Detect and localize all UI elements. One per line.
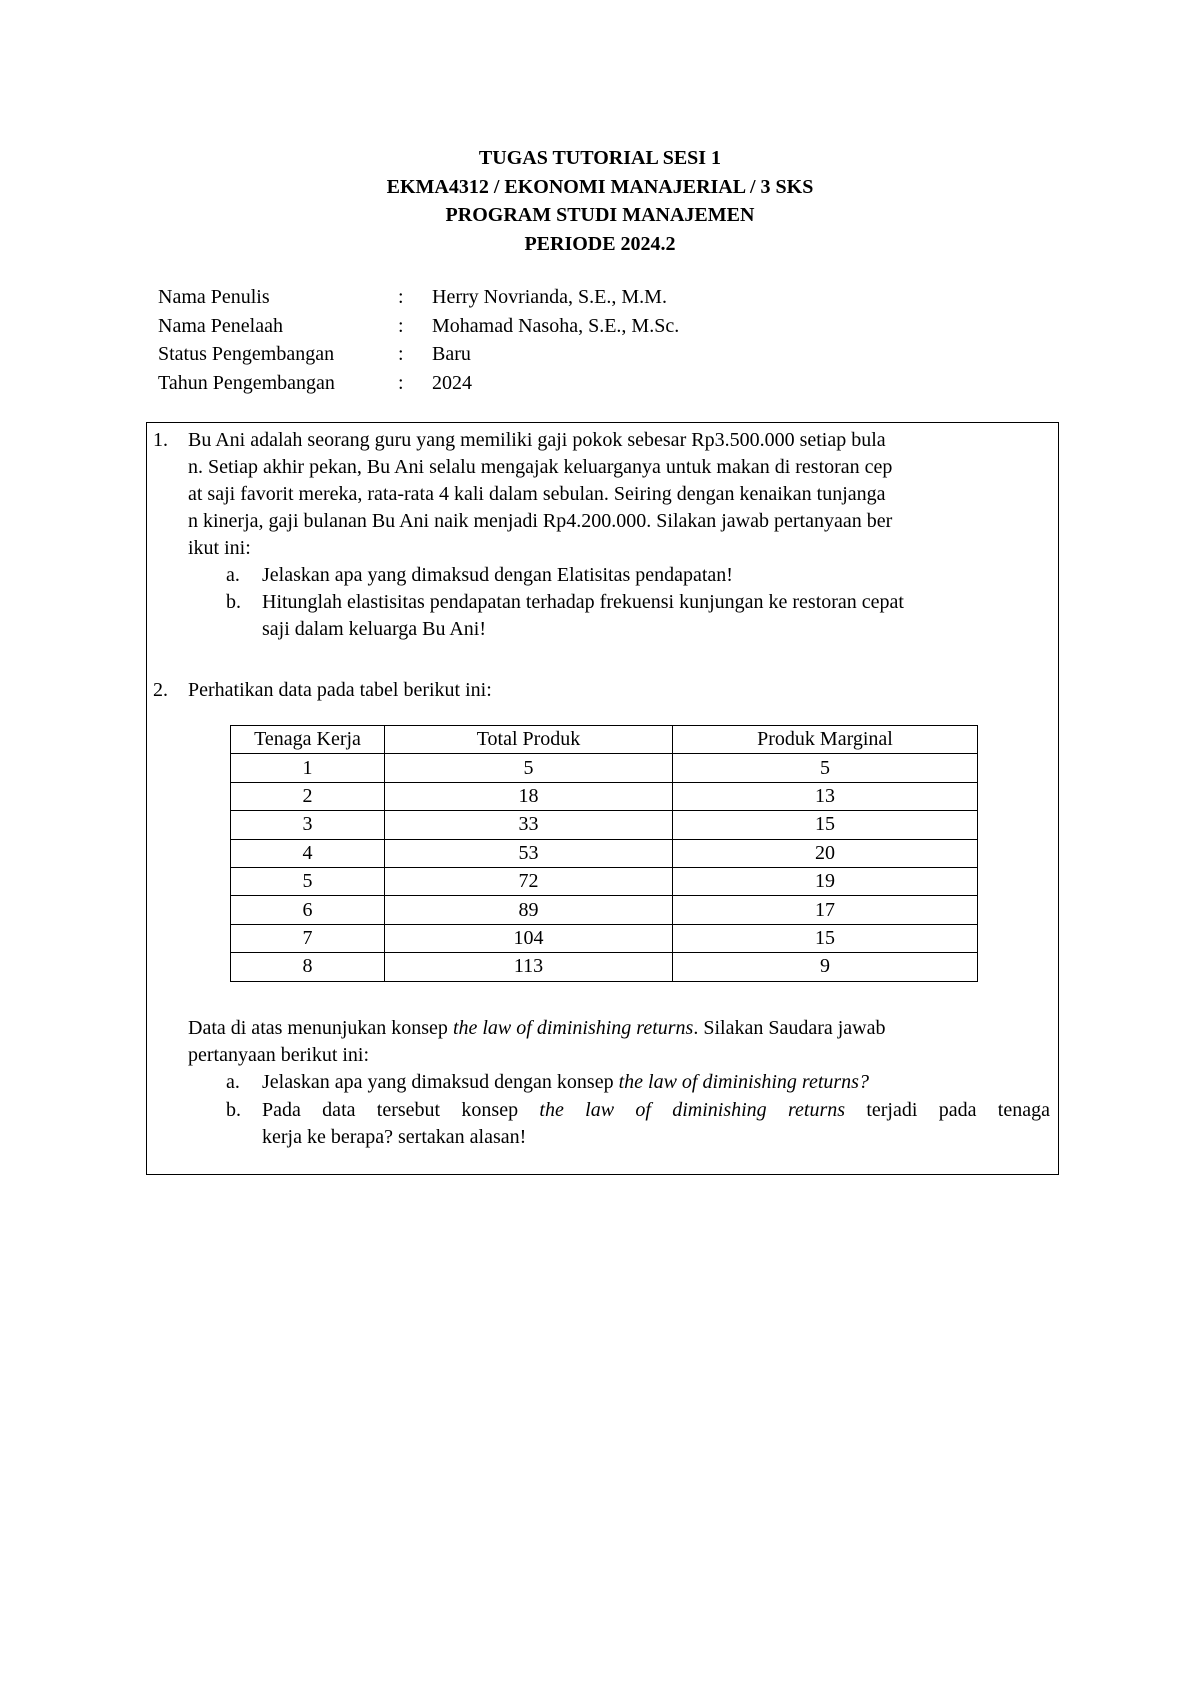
meta-colon: :: [398, 371, 404, 394]
meta-value: Herry Novrianda, S.E., M.M.: [432, 286, 667, 308]
meta-label: Tahun Pengembangan: [158, 371, 335, 394]
question-2b-label: b.: [226, 1099, 241, 1121]
meta-info: [158, 283, 679, 397]
question-2-paragraph-line2: pertanyaan berikut ini:: [188, 1044, 370, 1066]
document-header: [0, 144, 1200, 258]
question-1b-label: b.: [226, 591, 241, 613]
question-2b-text: [262, 1097, 1050, 1151]
table-row: [231, 896, 978, 924]
question-2b-pre: Pada data tersebut konsep: [262, 1099, 540, 1121]
question-1b-line: Hitunglah elastisitas pendapatan terhadap frekuensi kunjungan ke restoran cepat: [262, 591, 904, 613]
meta-label: Nama Penulis: [158, 286, 270, 308]
question-2-paragraph-line1: [188, 1015, 1050, 1042]
table-row: [231, 811, 978, 839]
meta-label: Nama Penelaah: [158, 314, 283, 337]
table-header-cell: Tenaga Kerja: [231, 726, 385, 754]
table-cell: 5: [231, 867, 385, 895]
table-cell: 5: [673, 754, 978, 782]
question-1-line: Bu Ani adalah seorang guru yang memiliki gaji pokok sebesar Rp3.500.000 setiap bula: [188, 429, 886, 451]
table-cell: 13: [673, 782, 978, 810]
table-cell: 104: [385, 924, 673, 952]
question-2-number: 2.: [153, 679, 168, 701]
table-cell: 18: [385, 782, 673, 810]
header-course: EKMA4312 / EKONOMI MANAJERIAL / 3 SKS: [386, 175, 814, 198]
table-cell: 15: [673, 811, 978, 839]
question-2-paragraph: [188, 1015, 1050, 1069]
question-2a-italic: the law of diminishing returns?: [618, 1071, 869, 1093]
paragraph-text: Data di atas menunjukan konsep: [188, 1017, 453, 1039]
meta-value: 2024: [432, 371, 472, 394]
question-2b-post: terjadi pada tenaga: [845, 1099, 1050, 1121]
production-table: [230, 725, 978, 982]
meta-value: Baru: [432, 343, 471, 365]
question-2b-italic: the law of diminishing returns: [539, 1099, 846, 1121]
table-cell: 8: [231, 953, 385, 981]
table-cell: 4: [231, 839, 385, 867]
question-2b-line2: kerja ke berapa? sertakan alasan!: [262, 1126, 527, 1148]
question-1b-line: saji dalam keluarga Bu Ani!: [262, 618, 487, 640]
table-cell: 9: [673, 953, 978, 981]
question-1-text: [188, 427, 1050, 562]
table-header-cell: Total Produk: [385, 726, 673, 754]
header-period: PERIODE 2024.2: [524, 232, 676, 255]
table-cell: 89: [385, 896, 673, 924]
question-1a-text: Jelaskan apa yang dimaksud dengan Elatisitas pendapatan!: [262, 564, 733, 586]
meta-colon: :: [398, 286, 404, 308]
table-row: [231, 754, 978, 782]
question-1-number: 1.: [153, 429, 168, 451]
table-cell: 20: [673, 839, 978, 867]
table-row: [231, 867, 978, 895]
table-cell: 113: [385, 953, 673, 981]
table-cell: 17: [673, 896, 978, 924]
table-row: [231, 953, 978, 981]
question-2a-label: a.: [226, 1071, 240, 1093]
question-1-line: n kinerja, gaji bulanan Bu Ani naik menjadi Rp4.200.000. Silakan jawab pertanyaan ber: [188, 510, 893, 532]
table-cell: 33: [385, 811, 673, 839]
table-row: [231, 782, 978, 810]
table-cell: 72: [385, 867, 673, 895]
question-1-line: ikut ini:: [188, 537, 251, 559]
table-cell: 5: [385, 754, 673, 782]
meta-colon: :: [398, 314, 404, 337]
question-2b-line1: [262, 1097, 1050, 1124]
table-row: [231, 839, 978, 867]
question-1-line: n. Setiap akhir pekan, Bu Ani selalu mengajak keluarganya untuk makan di restoran cep: [188, 456, 893, 478]
paragraph-italic: the law of diminishing returns: [452, 1017, 694, 1039]
header-title: TUGAS TUTORIAL SESI 1: [478, 147, 722, 169]
meta-row-penulis: [158, 283, 679, 312]
table-header-row: [231, 726, 978, 754]
meta-value: Mohamad Nasoha, S.E., M.Sc.: [432, 314, 680, 337]
table-cell: 19: [673, 867, 978, 895]
table-cell: 3: [231, 811, 385, 839]
table-row: [231, 924, 978, 952]
meta-row-penelaah: [158, 312, 679, 341]
table-cell: 15: [673, 924, 978, 952]
question-2a-text: [262, 1069, 1050, 1096]
table-cell: 53: [385, 839, 673, 867]
paragraph-text: . Silakan Saudara jawab: [693, 1017, 886, 1039]
meta-row-tahun: [158, 369, 679, 398]
question-1b-text: [262, 589, 1050, 643]
meta-row-status: [158, 340, 679, 369]
header-program: PROGRAM STUDI MANAJEMEN: [445, 204, 755, 226]
question-1-line: at saji favorit mereka, rata-rata 4 kali dalam sebulan. Seiring dengan kenaikan tunjanga: [188, 483, 886, 505]
table-header-cell: Produk Marginal: [673, 726, 978, 754]
meta-colon: :: [398, 343, 404, 365]
question-2-intro: Perhatikan data pada tabel berikut ini:: [188, 679, 492, 701]
table-cell: 6: [231, 896, 385, 924]
table-cell: 1: [231, 754, 385, 782]
meta-label: Status Pengembangan: [158, 343, 335, 365]
question-1a-label: a.: [226, 564, 240, 586]
table-cell: 7: [231, 924, 385, 952]
question-2a-pre: Jelaskan apa yang dimaksud dengan konsep: [262, 1071, 619, 1093]
table-cell: 2: [231, 782, 385, 810]
